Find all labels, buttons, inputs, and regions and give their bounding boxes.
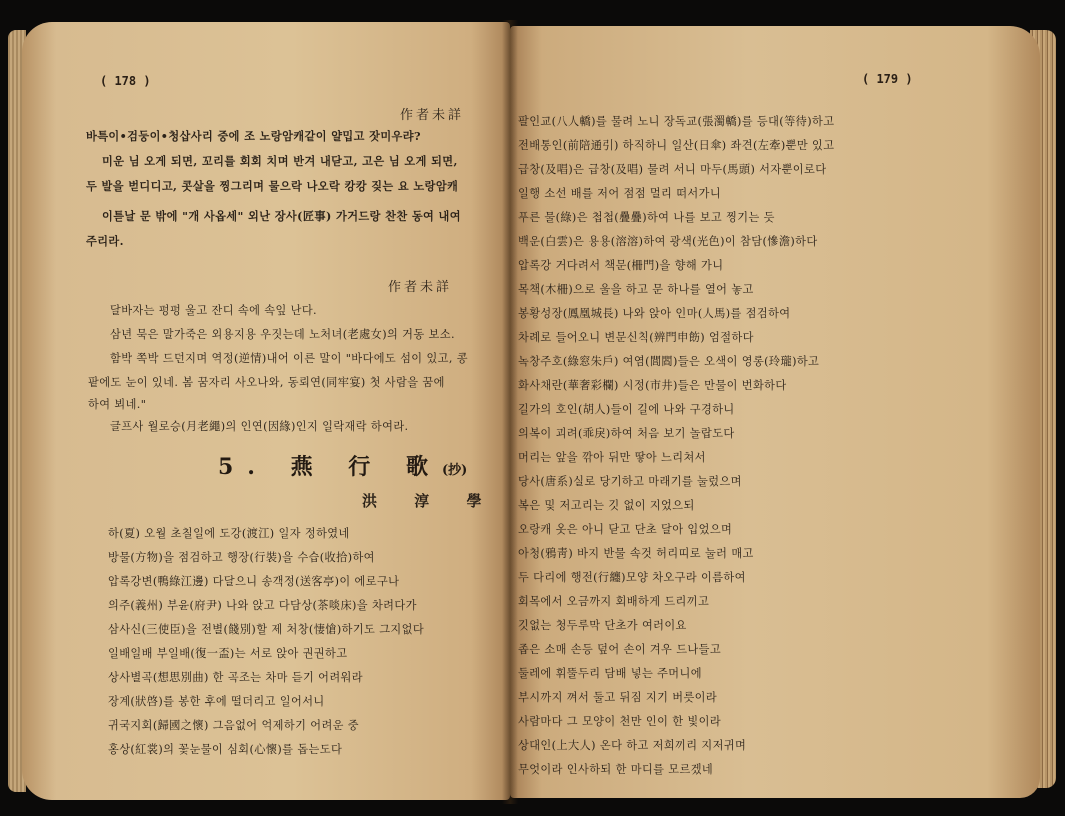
poem-line: 두 다리에 행전(行纏)모양 차오구라 이름하여 [518,571,746,584]
poem-line: 압록강 거다려서 책문(柵門)을 향해 가니 [518,259,724,272]
poem-line: 의복이 괴려(乖戾)하여 처음 보기 놀랍도다 [518,427,735,440]
section-title-text: 5. 燕 行 歌 [218,454,442,480]
poem-line: 아청(鴉靑) 바지 반물 속것 허리띠로 눌러 매고 [518,547,754,560]
poem-line: 목책(木柵)으로 울을 하고 문 하나를 열어 놓고 [518,283,754,296]
poem-line: 둘레에 휘뚤두리 담배 넣는 주머니에 [518,667,702,680]
poem-line: 녹창주호(綠窓朱戶) 여염(閭閻)들은 오색이 영롱(玲瓏)하고 [518,355,820,368]
poem-line: 부시까지 껴서 둘고 뒤짐 지기 버릇이라 [518,691,718,704]
page-number: ( 178 ) [100,74,151,88]
poem-line: 푸른 물(綠)은 첩첩(疊疊)하여 나를 보고 찡기는 듯 [518,211,775,224]
poem-line: 전배통인(前陪通引) 하직하니 일산(日傘) 좌견(左牽)뿐만 있고 [518,139,835,152]
poem-line: 귀국지회(歸國之懷) 그음없어 억제하기 어려운 중 [108,719,360,732]
poem-line: 압록강변(鴨綠江邊) 다달으니 송객정(送客亭)이 에로구나 [108,575,400,588]
poem-line: 팔인교(八人轎)를 물려 노니 장독교(張濁轎)를 등대(等待)하고 [518,115,835,128]
poem-line: 장계(狀啓)를 봉한 후에 떨더리고 일어서니 [108,695,325,708]
poem-line: 오랑캐 옷은 아니 닫고 단초 달아 입었으며 [518,523,733,536]
text-line: 함박 쪽박 드던지며 역정(逆情)내어 이른 말이 "바다에도 섬이 있고, 콩 [110,352,468,365]
poem-line: 차례로 들어오니 변문신칙(辨門申飭) 엄절하다 [518,331,754,344]
text-line: 주리라. [86,234,124,248]
poem-line: 상대인(上大人) 온다 하고 저희끼리 지저귀며 [518,739,747,752]
poem-line: 당사(唐系)실로 당기하고 마래기를 눌렀으며 [518,475,742,488]
text-line: 팥에도 눈이 있네. 봄 꿈자리 사오나와, 동뢰연(同牢宴) 첫 사람을 꿈에 [88,376,445,389]
poem-line: 상사별곡(想思別曲) 한 곡조는 차마 듣기 어려워라 [108,671,363,684]
poem-line: 회목에서 오금까지 회배하게 드리끼고 [518,595,710,608]
page-number: ( 179 ) [862,72,913,86]
poem-line: 급창(及唱)은 급창(及唱) 물려 서니 마두(馬頭) 서자뿐이로다 [518,163,827,176]
poem-line: 사람마다 그 모양이 천만 인이 한 빛이라 [518,715,722,728]
poem-line: 일배일배 부일배(復一盃)는 서로 앉아 권권하고 [108,647,348,660]
poem-line: 의주(義州) 부윤(府尹) 나와 앉고 다담상(茶啖床)을 차려다가 [108,599,417,612]
poem-line: 화사채란(華奢彩欄) 시정(市井)들은 만물이 번화하다 [518,379,787,392]
poem-line: 봉황성장(鳳凰城長) 나와 앉아 인마(人馬)를 점검하여 [518,307,791,320]
left-page [22,22,510,800]
section-title [218,450,467,481]
text-line: 바특이•검둥이•청삽사리 중에 조 노랑암캐같이 얄밉고 잣미우랴? [86,129,421,143]
text-line: 이튿날 문 밖에 "개 사옵세" 외난 장사(匠事) 가거드랑 찬찬 동여 내여 [102,209,461,223]
poem-line: 무엇이라 인사하되 한 마디를 모르겠네 [518,763,714,776]
poem-line: 일행 소선 배를 저어 점점 멀리 떠서가니 [518,187,722,200]
poet-name: 洪 淳 學 [362,492,498,510]
section-title-sub: (抄) [441,463,468,478]
text-line: 미운 님 오게 되면, 꼬리를 회회 치며 반겨 내닫고, 고은 님 오게 되면, [102,154,458,168]
poem-line: 백운(白雲)은 용용(溶溶)하여 광색(光色)이 참담(慘澹)하다 [518,235,818,248]
text-line: 하여 뵈네." [88,398,147,411]
text-line: 두 발을 벋디디고, 콧살을 찡그리며 물으락 나오락 캉캉 짖는 요 노랑암캐 [86,179,459,193]
poem-line: 깃없는 청두루막 단초가 여러이요 [518,619,687,632]
text-line: 달바자는 펑펑 울고 잔디 속에 속잎 난다. [110,304,318,317]
poem-line: 하(夏) 오월 초칠일에 도강(渡江) 일자 정하였네 [108,527,350,540]
book-spine-shadow [502,20,518,804]
text-line: 글프사 월로승(月老繩)의 인연(因緣)인지 일락재락 하여라. [110,420,409,433]
poem-line: 길가의 호인(胡人)들이 길에 나와 구경하니 [518,403,735,416]
text-line: 삼년 묵은 말가죽은 외용지용 우짓는데 노처녀(老處女)의 거동 보소. [110,328,455,341]
right-page [510,26,1040,798]
author-credit: 作者未詳 [388,280,453,295]
poem-line: 좁은 소매 손등 덮어 손이 겨우 드나들고 [518,643,722,656]
poem-line: 방물(方物)을 점검하고 행장(行裝)을 수습(收拾)하여 [108,551,375,564]
poem-line: 홍상(紅裳)의 꽃눈물이 심회(心懷)를 돕는도다 [108,743,343,756]
author-credit: 作者未詳 [400,108,465,123]
poem-line: 복은 및 저고리는 깃 없이 지었으되 [518,499,695,512]
poem-line: 삼사신(三使臣)을 전별(餞別)할 제 처창(悽愴)하기도 그지없다 [108,623,425,636]
poem-line: 머리는 앞을 깎아 뒤만 땋아 느리쳐서 [518,451,706,464]
